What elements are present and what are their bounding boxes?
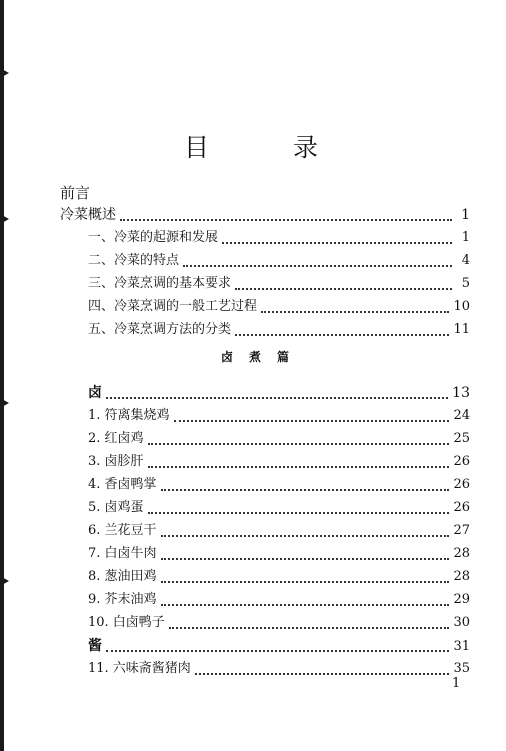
toc-entry-lu[interactable]: [88, 384, 470, 402]
toc-entry-label: 8. 葱油田鸡: [88, 569, 157, 584]
toc-entry[interactable]: [88, 298, 470, 316]
toc-entry-page: 28: [453, 569, 470, 584]
leader-dots: [161, 548, 450, 560]
toc-entry-label: 7. 白卤牛肉: [88, 546, 157, 561]
toc-entry-page: 27: [453, 523, 470, 538]
toc-entry-label: 三、冷菜烹调的基本要求: [88, 276, 232, 291]
leader-dots: [148, 433, 450, 445]
toc-entry-page: 4: [461, 253, 470, 268]
binding-mark: [0, 398, 9, 408]
leader-dots: [148, 456, 450, 468]
toc-entry-page: 10: [453, 299, 470, 314]
toc-entry-label: 卤: [88, 385, 102, 401]
toc-entry-page: 26: [453, 477, 470, 492]
toc-entry-label: 酱: [88, 638, 102, 654]
leader-dots: [235, 324, 449, 336]
leader-dots: [106, 387, 448, 399]
toc-entry-page: 30: [453, 615, 470, 630]
toc-entry[interactable]: [88, 407, 470, 425]
leader-dots: [222, 232, 452, 244]
toc-entry-page: 5: [461, 276, 470, 291]
toc-entry-label: 1. 符离集烧鸡: [88, 408, 170, 423]
toc-entry-page: 31: [453, 639, 470, 654]
binding-edge: [0, 0, 4, 751]
toc-entry-page: 1: [461, 207, 470, 223]
toc-entry-page: 28: [453, 546, 470, 561]
toc-entry-label: 一、冷菜的起源和发展: [88, 230, 219, 245]
toc-entry[interactable]: [88, 591, 470, 609]
leader-dots: [161, 571, 450, 583]
toc-entry-label: 冷菜概述: [60, 207, 116, 223]
toc-entry-page: 11: [453, 322, 470, 337]
toc-entry-page: 25: [453, 431, 470, 446]
binding-mark: [0, 576, 9, 586]
toc-entry-label: 2. 红卤鸡: [88, 431, 144, 446]
toc-entry-label: 3. 卤胗肝: [88, 454, 144, 469]
toc-entry-overview[interactable]: [60, 206, 470, 224]
toc-entry[interactable]: [88, 430, 470, 448]
section-title: 卤煮篇: [220, 350, 305, 364]
toc-entry-label: 四、冷菜烹调的一般工艺过程: [88, 299, 258, 314]
toc-entry[interactable]: [88, 522, 470, 540]
leader-dots: [174, 410, 450, 422]
toc-entry[interactable]: [88, 321, 470, 339]
toc-entry-page: 1: [461, 230, 470, 245]
toc-entry-jiang[interactable]: [88, 637, 470, 655]
toc-entry[interactable]: [88, 476, 470, 494]
toc-entry-page: 13: [452, 385, 470, 401]
preface-heading: 前言: [60, 184, 91, 202]
toc-entry-label: 二、冷菜的特点: [88, 253, 180, 268]
toc-entry[interactable]: [88, 453, 470, 471]
leader-dots: [161, 479, 450, 491]
leader-dots: [195, 663, 450, 675]
toc-entry[interactable]: [88, 660, 470, 678]
leader-dots: [106, 640, 449, 652]
toc-entry[interactable]: [88, 568, 470, 586]
leader-dots: [235, 278, 452, 290]
toc-entry-label: 五、冷菜烹调方法的分类: [88, 322, 232, 337]
toc-entry[interactable]: [88, 614, 470, 632]
toc-entry-label: 10. 白卤鸭子: [88, 615, 165, 630]
binding-mark: [0, 68, 9, 78]
toc-entry-page: 26: [453, 500, 470, 515]
toc-entry-label: 6. 兰花豆干: [88, 523, 157, 538]
toc-entry[interactable]: [88, 229, 470, 247]
leader-dots: [169, 617, 450, 629]
toc-entry-page: 29: [453, 592, 470, 607]
toc-entry-page: 24: [453, 408, 470, 423]
binding-mark: [0, 214, 9, 224]
leader-dots: [161, 525, 450, 537]
leader-dots: [261, 301, 449, 313]
page-title: 目 录: [184, 133, 356, 162]
toc-entry-label: 4. 香卤鸭掌: [88, 477, 157, 492]
toc-entry[interactable]: [88, 275, 470, 293]
toc-entry[interactable]: [88, 499, 470, 517]
toc-entry-page: 26: [453, 454, 470, 469]
leader-dots: [120, 209, 452, 221]
toc-entry-label: 11. 六味斋酱猪肉: [88, 661, 191, 676]
toc-entry-page: 35: [453, 661, 470, 676]
leader-dots: [183, 255, 452, 267]
leader-dots: [148, 502, 450, 514]
toc-entry[interactable]: [88, 545, 470, 563]
toc-entry-label: 5. 卤鸡蛋: [88, 500, 144, 515]
toc-entry[interactable]: [88, 252, 470, 270]
leader-dots: [161, 594, 450, 606]
page-number: 1: [452, 676, 461, 691]
toc-entry-label: 9. 芥末油鸡: [88, 592, 157, 607]
